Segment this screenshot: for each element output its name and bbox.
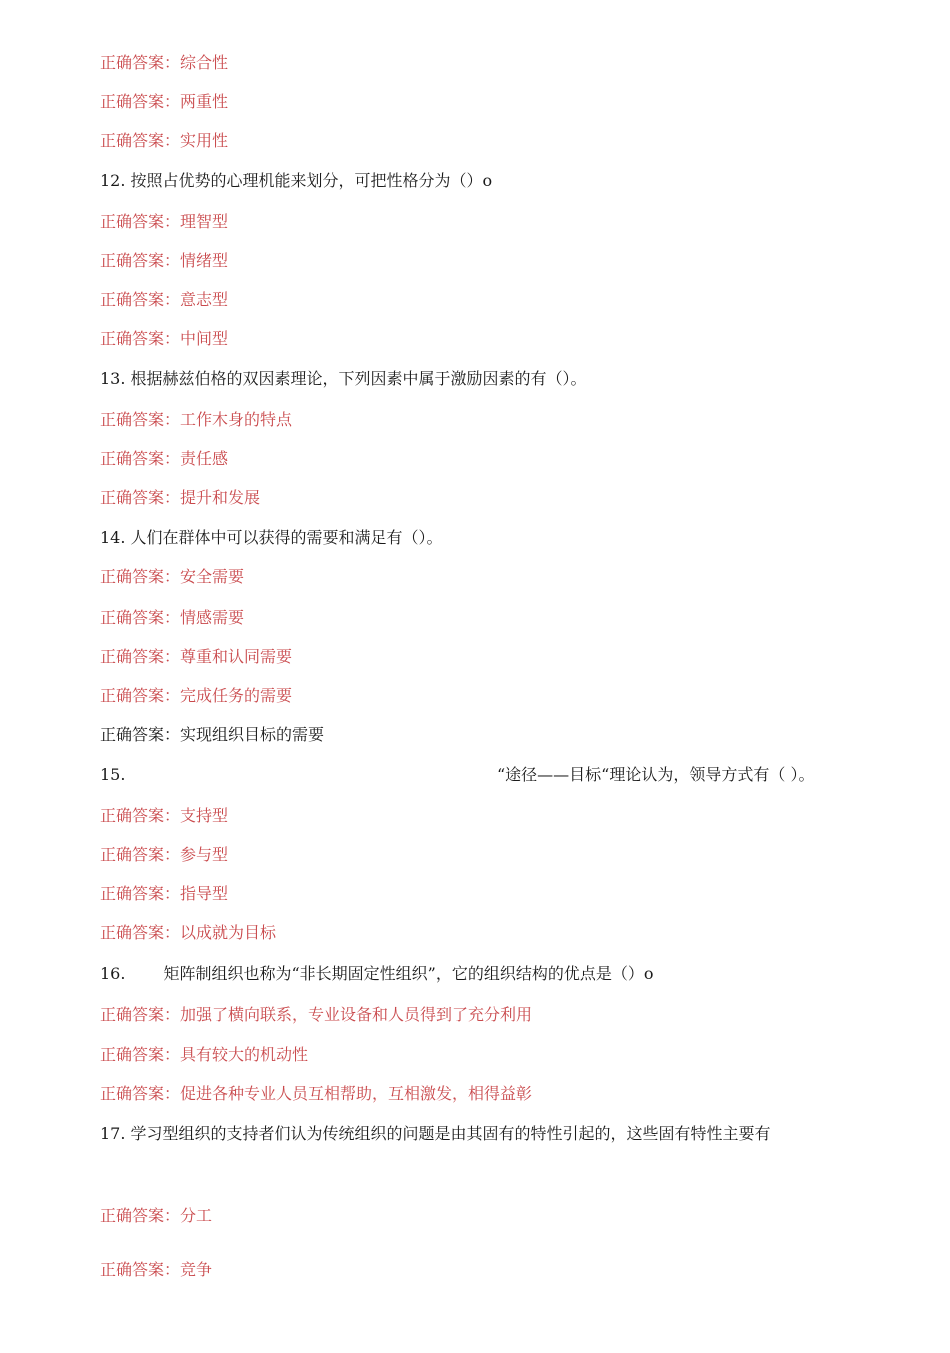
question-12: 12. 按照占优势的心理机能来划分，可把性格分为（）o	[100, 171, 493, 190]
question-16	[100, 964, 653, 984]
question-13: 13. 根据赫兹伯格的双因素理论，下列因素中属于激励因素的有（）。	[100, 369, 587, 388]
answer-line: 正确答案：支持型	[100, 806, 229, 825]
answer-line: 正确答案：尊重和认同需要	[100, 647, 293, 666]
answer-line: 正确答案：中间型	[100, 329, 229, 348]
answer-line: 正确答案：指导型	[100, 884, 229, 903]
answer-line: 正确答案：竞争	[100, 1260, 213, 1279]
answer-line: 正确答案：具有较大的机动性	[100, 1045, 309, 1064]
answer-line: 正确答案：以成就为目标	[100, 923, 277, 942]
answer-line: 正确答案：责任感	[100, 449, 229, 468]
answer-line: 正确答案：参与型	[100, 845, 229, 864]
answer-line: 正确答案：两重性	[100, 92, 229, 111]
answer-line: 正确答案：分工	[100, 1206, 213, 1225]
answer-line: 正确答案：工作木身的特点	[100, 410, 293, 429]
answer-line-black: 正确答案：实现组织目标的需要	[100, 725, 325, 744]
answer-line: 正确答案：情感需要	[100, 608, 245, 627]
question-15-text: “途径——目标“理论认为，领导方式有（ ）。	[497, 765, 815, 784]
answer-line: 正确答案：实用性	[100, 131, 229, 150]
answer-line: 正确答案：安全需要	[100, 567, 245, 586]
answer-line: 正确答案：促进各种专业人员互相帮助，互相激发，相得益彰	[100, 1084, 533, 1103]
question-17: 17. 学习型组织的支持者们认为传统组织的问题是由其固有的特性引起的，这些固有特性主要有	[100, 1124, 771, 1143]
question-14: 14. 人们在群体中可以获得的需要和满足有（）。	[100, 528, 443, 547]
answer-line: 正确答案：情绪型	[100, 251, 229, 270]
question-16-number: 16.	[100, 964, 126, 983]
answer-line: 正确答案：完成任务的需要	[100, 686, 293, 705]
answer-line: 正确答案：综合性	[100, 53, 229, 72]
question-16-text: 矩阵制组织也称为“非长期固定性组织”，它的组织结构的优点是（）o	[163, 964, 654, 983]
answer-line: 正确答案：理智型	[100, 212, 229, 231]
answer-line: 正确答案：提升和发展	[100, 488, 261, 507]
answer-line: 正确答案：加强了横向联系，专业设备和人员得到了充分利用	[100, 1005, 533, 1024]
question-15-number: 15.	[100, 765, 126, 784]
answer-line: 正确答案：意志型	[100, 290, 229, 309]
